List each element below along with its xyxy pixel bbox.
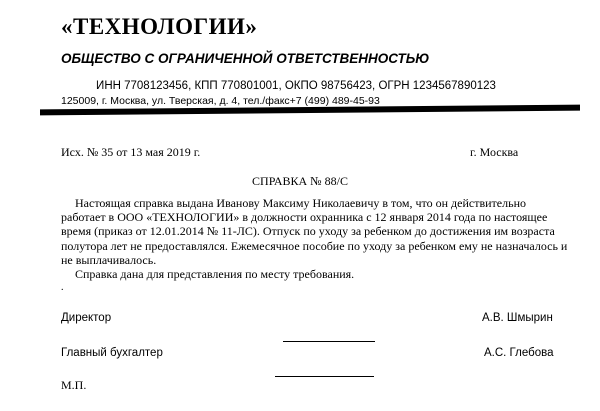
document-body xyxy=(61,196,581,281)
director-name: А.В. Шмырин xyxy=(482,312,553,324)
body-line: Справка дана для представления по месту требования. xyxy=(75,267,355,282)
accountant-title: Главный бухгалтер xyxy=(61,347,163,359)
accountant-name: А.С. Глебова xyxy=(484,347,554,359)
director-title: Директор xyxy=(61,312,112,324)
body-line: полутора лет не предоставлялся. Ежемесячное пособие по уходу за ребенком ему не назначалось и xyxy=(61,238,568,253)
document-title: СПРАВКА № 88/С xyxy=(252,174,348,188)
company-address: 125009, г. Москва, ул. Тверская, д. 4, тел./факс+7 (499) 489-45-93 xyxy=(61,95,380,107)
body-line: не выплачивалось. xyxy=(61,252,157,267)
stamp-place: М.П. xyxy=(61,378,87,392)
body-line: Настоящая справка выдана Иванову Максиму Николаевичу в том, что он действительно xyxy=(75,196,526,210)
director-signature-line xyxy=(283,341,375,342)
company-requisites: ИНН 7708123456, КПП 770801001, ОКПО 98756423, ОГРН 1234567890123 xyxy=(96,80,496,92)
body-line: время (приказ от 12.01.2014 № 11-ЛС). Отпуск по уходу за ребенком до достижения им возраста xyxy=(61,224,555,239)
outgoing-reference: Исх. № 35 от 13 мая 2019 г. xyxy=(61,145,201,159)
stray-mark: . xyxy=(61,282,64,293)
company-name: «ТЕХНОЛОГИИ» xyxy=(61,14,258,39)
city: г. Москва xyxy=(470,145,519,159)
accountant-signature-line xyxy=(275,376,374,377)
body-line: работает в ООО «ТЕХНОЛОГИИ» в должности охранника с 12 января 2014 года по настоящее xyxy=(61,210,548,225)
legal-form: ОБЩЕСТВО С ОГРАНИЧЕННОЙ ОТВЕТСТВЕННОСТЬЮ xyxy=(61,51,430,66)
